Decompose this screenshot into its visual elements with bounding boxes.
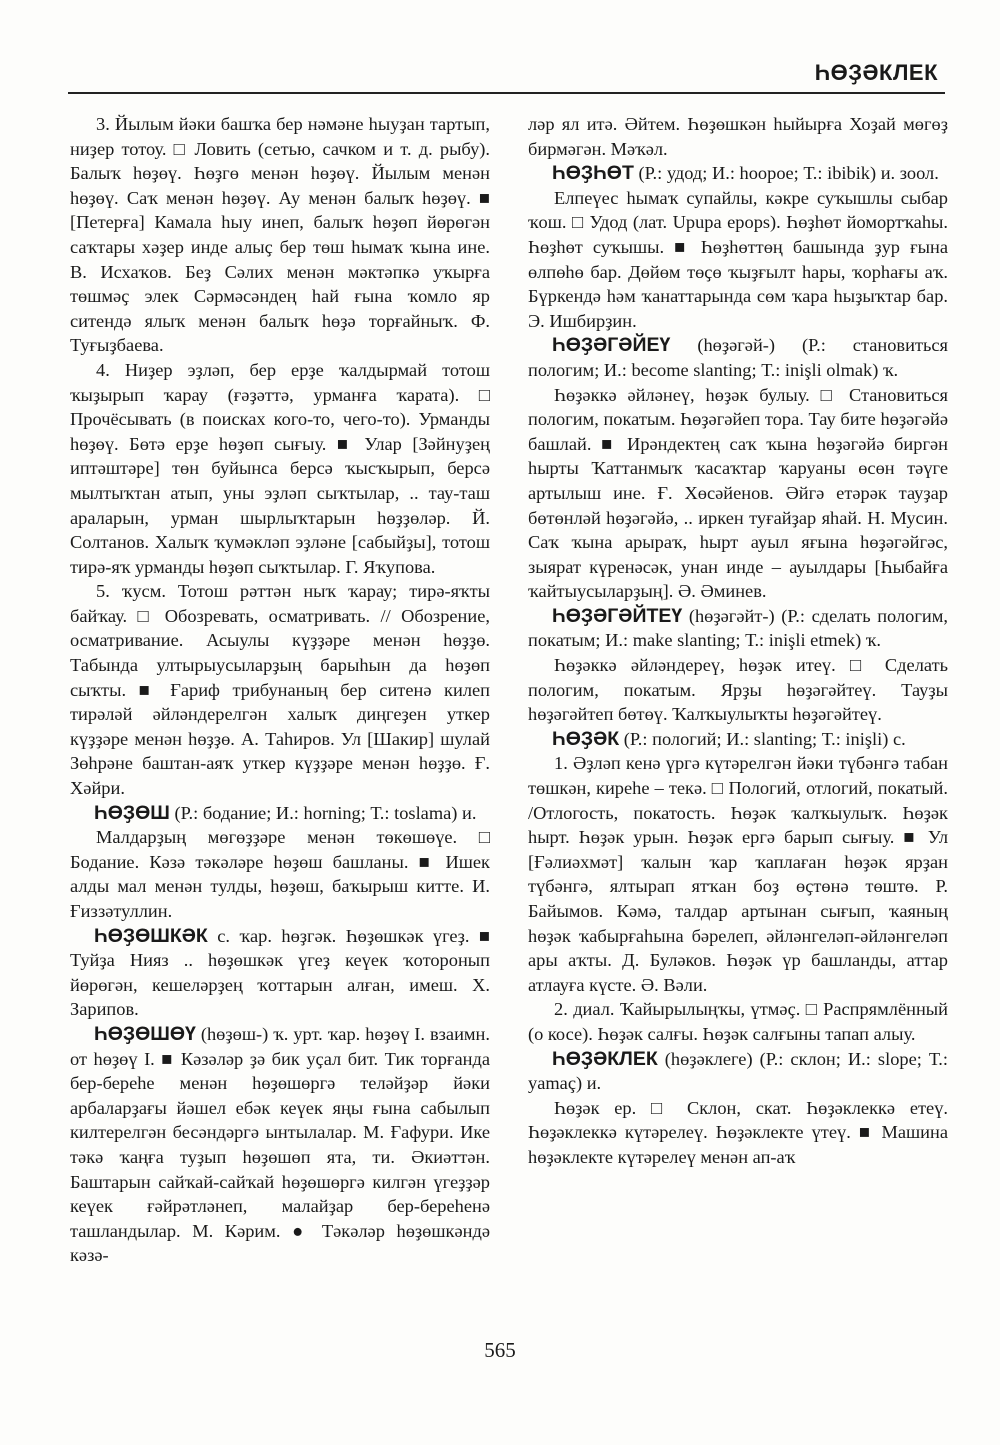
definition-hozagayeu: Һөҙәккә әйләнеү, һөҙәк булыу. □ Становиться пологим, покатым. Һөҙәгәйеп тора. Тау бите һөҙәгәйә башлай. ■ Ирәндектең саҡ ҡына һөҙәгәйә биргән һырты Ҡаттанмыҡ ҡасаҡтар ҡаруаны өсөн тәүге артылыш ине. Ғ. Хөсәйенов. Әйгә етәрәк тауҙар бөтөнләй һөҙәгәйә, .. иркен туғайҙар яһай. Н. Мусин. Саҡ ҡына арыраҡ, һырт ауыл яғына һөҙәгәйгәс, зыярат күренәсәк, унан инде – ауылдары [Һыбайға ҡайтыусыларҙың]. Ә. Әминев. [528, 384, 948, 602]
entry-gloss: с. ҡар. һөҙгәк. Һөҙөшкәк үгеҙ. ■ Туйҙа Нияз .. һөҙөшкәк үгеҙ кеүек ҡоторонып йөрөгән, кешеләрҙең ҡоттарын алған, имеш. Х. Зарипов. [70, 925, 490, 1020]
continuation: ләр ял итә. Әйтем. Һөҙөшкән һыйырға Хоҙай мөгөҙ бирмәгән. Мәҡәл. [528, 114, 948, 159]
entry-hozhot [528, 161, 948, 186]
right-column [528, 112, 948, 1170]
headword: ҺӨҘӘК [552, 727, 620, 750]
headword: ҺӨҘӨШКӘК [94, 924, 208, 947]
entry-hozak [528, 727, 948, 752]
entry-gloss: (һөҙәклеге) (Р.: склон; И.: slope; Т.: yamaç) и. [528, 1048, 948, 1094]
headword: ҺӨҘӨШ [94, 801, 170, 824]
sense-1: 1. Әҙләп кенә үргә күтәрелгән йәки түбәнгә табан төшкән, киреһе – текә. □ Пологий, отлогий, покатый. /Отлогость, покатость. Һөҙәк ҡалҡыулыҡ. Һөҙәк һырт. Һөҙәк урын. Һөҙәк ергә барып сығыу. ■ Ул [Ғәлиәхмәт] ҡалын ҡар ҡаплаған һөҙәк ярҙан түбәнгә, ялтырап ятҡан боҙ өҫтөнә төштө. Р. Байымов. Кәмә, талдар артынан сығып, ҡаяның һөҙәк ҡабырғаһына бәрелеп, әйләнгеләп-әйләнгеләп ары аҡты. Д. Буләков. Һөҙәк үр башланды, аттар атлауға күсте. Ә. Вәли. [528, 753, 948, 995]
entry-hozosh [70, 801, 490, 826]
entry-hozagaytеu [528, 604, 948, 653]
page-number: 565 [484, 1338, 516, 1362]
entry-gloss: (Р.: бодание; И.: horning; Т.: toslama) и. [169, 802, 477, 823]
definition-hozaklek: Һөҙәк ер. □ Склон, скат. Һөҙәклеккә етеү. Һөҙәклеккә күтәрелеү. Һөҙәклекте үтеү. ■ Машина һөҙәклекте күтәрелеү менән ап-аҡ [528, 1097, 948, 1167]
headword: ҺӨҘҺӨТ [552, 162, 634, 185]
definition-hozhot: Елпеүес һымаҡ супайлы, кәкре суҡышлы сыбар ҡош. □ Удод (лат. Upupa epops). Һөҙһөт йомортҡаһы. Һөҙһөт суҡышы. ■ Һөҙһөттөң башында ҙур ғына өлпөһө бар. Дөйөм төҫө ҡыҙғылт һары, ҡорһағы аҡ. Бүркендә һәм ҡанаттарында сөм ҡара һыҙыҡтар бар. Э. Ишбирҙин. [528, 187, 948, 331]
entry-hozagayeu [528, 333, 948, 382]
entry-gloss: (Р.: удод; И.: hoopoe; Т.: ibibik) и. зоол. [633, 163, 939, 184]
definition-hozagaytеu: Һөҙәккә әйләндереү, һөҙәк итеү. □ Сделать пологим, покатым. Ярҙы һөҙәгәйтеү. Тауҙы һөҙәгәйтеп бөтөү. Ҡалҡыулыҡты һөҙәгәйтеү. [528, 655, 948, 725]
left-column [70, 112, 490, 1268]
definition-hozosh: Малдарҙың мөгөҙҙәре менән төкөшөүе. □ Бодание. Кәзә тәкәләре һөҙөш башланы. ■ Ишек алды мал менән тулды, һөҙөш, баҡырыш китте. И. Ғиззәтуллин. [70, 827, 490, 921]
entry-hozaklek [528, 1047, 948, 1096]
entry-hozoshkak [70, 924, 490, 1022]
headword: ҺӨҘӘГӘЙТЕҮ [552, 604, 683, 627]
headword: ҺӨҘӨШӨҮ [94, 1022, 196, 1045]
entry-gloss: (һөҙәгәй-) (Р.: становиться пологим; И.: become slanting; Т.: inişli olmak) ҡ. [528, 335, 948, 380]
entry-gloss: (Р.: пологий; И.: slanting; Т.: inişli) с. [619, 728, 906, 749]
sense-4: 4. Ниҙер эҙләп, бер ерҙе ҡалдырмай тотош ҡыҙырып ҡарау (ғәҙәттә, урманға ҡарата). □ Прочёсывать (в поисках кого-то, чего-то). Урманды һөҙөү. Бөтә ерҙе һөҙөп сығыу. ■ Улар [Зәйнуҙең иптәштәре] төн буйынса берсә ҡысҡырып, берсә мылтыҡтан атып, уны эҙләп сыҡтылар, .. тау-таш араларын, урман шырлыҡтарын һөҙҙөләр. Й. Солтанов. Халыҡ ҡумәкләп эҙләне [сабыйҙы], тотош тирә-яҡ урманды һөҙөп сыҡтылар. Г. Яҡупова. [70, 359, 490, 577]
sense-2: 2. диал. Ҡайырылыңҡы, үтмәҫ. □ Распрямлённый (о косе). Һөҙәк салғы. Һөҙәк салғыны тапап алыу. [528, 999, 948, 1044]
running-head: ҺӨҘӘКЛЕК [814, 60, 938, 85]
sense-3: 3. Йылым йәки башҡа бер нәмәне һыуҙан тартып, ниҙер тотоу. □ Ловить (сетью, сачком и т. д. рыбу). Балыҡ һөҙөү. Һөҙгө менән һөҙөү. Йылым менән һөҙөү. Саҡ менән һөҙөү. Ау менән балыҡ һөҙөү. ■ [Петерға] Камала һыу инеп, балыҡ һөҙөп йөрөгән саҡтары хәҙер инде алыҫ бер төш һымаҡ ҡына ине. В. Исхаҡов. Беҙ Сәлих менән мәктәпкә уҡырға төшмәҫ элек Сәрмәсәндең һай ғына ҡомло яр ситендә ялыҡ менән балыҡ һөҙә торғайныҡ. Ф. Туғыҙбаева. [70, 114, 490, 356]
headword: ҺӨҘӘГӘЙЕҮ [552, 334, 671, 357]
entry-gloss: (һөҙөш-) ҡ. урт. ҡар. һөҙөү I. взаимн. от һөҙөү I. ■ Кәзәләр ҙә бик уҫал бит. Тик торғанда бер-береһе менән һөҙөшөргә теләйҙәр йәки арбаларҙағы йәшел ебәк кеүек яңы ғына сабылып килтерелгән бесәндәргә ынтылалар. М. Ғафури. Ике тәкә ҡаңға туҙып һөҙөшөп ята, ти. Әкиәттән. Баштарын сайҡай-сайҡай һөҙөшөргә килгән үгеҙҙәр кеүек ғәйрәтләнеп, малайҙар бер-береһенә ташландылар. М. Кәрим. ● Тәкәләр һөҙөшкәндә кәзә- [70, 1023, 490, 1266]
headword: ҺӨҘӘКЛЕК [552, 1047, 658, 1070]
sense-5: 5. ҡусм. Тотош рәттән ныҡ ҡарау; тирә-яҡты байҡау. □ Обозревать, осматривать. // Обозрение, осматривание. Асыулы күҙҙәре менән һөҙҙө. Табында ултырыусыларҙың барыһын да һөҙөп сыҡты. ■ Ғариф трибунаның бер ситенә килеп тирәләй әйләндерелгән халыҡ диңгеҙен уткер күҙҙәре менән һөҙҙө. А. Таһиров. Ул [Шакир] шулай Зөһрәне баштан-аяҡ уткер күҙҙәре менән һөҙҙө. Ғ. Хәйри. [70, 581, 490, 799]
entry-hozoshou [70, 1022, 490, 1268]
entry-gloss: (һөҙәгәйт-) (Р.: сделать пологим, покатым; И.: make slanting; Т.: inişli etmek) ҡ. [528, 605, 948, 651]
header-rule [68, 92, 945, 94]
